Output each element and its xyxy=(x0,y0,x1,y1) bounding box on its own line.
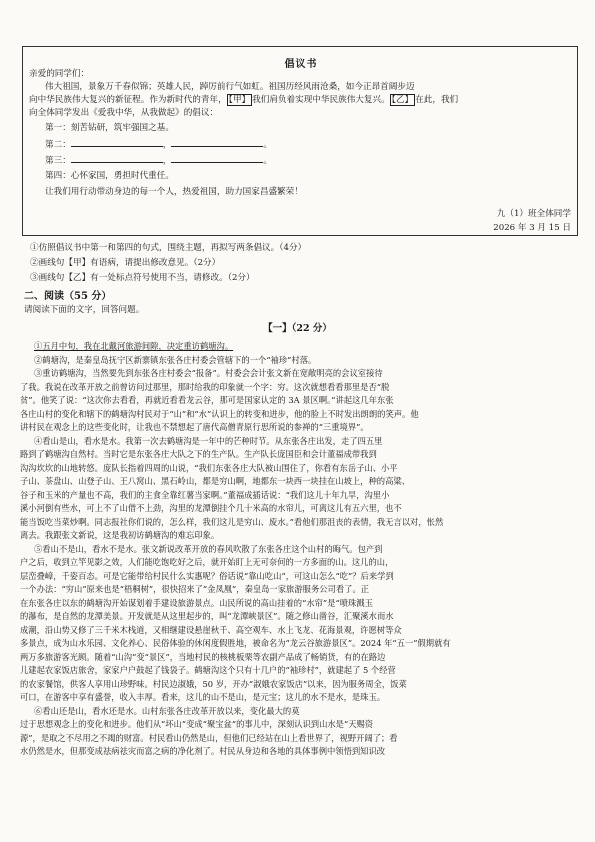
article-line: 过于思想观念上的变化和进步。他们从“坏山”变成“聚宝盆”的事儿中，深刻认识到山水是“天赐资 xyxy=(20,719,374,729)
article-line: 的农家餐馆，供客人享用山珍野味。村民边淑娥，50 岁，开办“淑娥农家饭店”以来，因为服务周全，饭菜 xyxy=(20,678,407,689)
article-line: ⑥看山还是山，看水还是水。山村东张各庄改革开放以来，变化最大的莫 xyxy=(34,705,300,716)
article-line: 溪小河倒有些水，可上不了山借不上劲，沟里的龙潭倒挂个几十米高的水帘儿，可离这儿有五六里，也不 xyxy=(20,503,402,513)
answer-blank[interactable] xyxy=(171,139,263,147)
article-line: 成潮，沿山势又修了三千米木栈道，又相继建设悬崖秋千、高空观车、水上飞龙、花海景观，许愿树等众 xyxy=(20,624,402,635)
proposal-closing: 让我们用行动带动身边的每一个人，热爱祖国，助力国家昌盛繁荣！ xyxy=(45,187,303,197)
section-heading: 二、阅读（55 分） xyxy=(24,291,112,302)
question-1: ①仿照倡议书中第一和第四的句式，围绕主题，再拟写两条倡议。（4分） xyxy=(30,243,307,253)
article-line: 层峦叠嶂，千姿百态。可是它能带给村民什么实惠呢？俗话说“靠山吃山”，可这山怎么“吃”？后来学到 xyxy=(20,570,394,581)
question-2: ②画线句【甲】有语病，请提出修改意见。（2分） xyxy=(30,258,221,268)
article-line: ③重访鹤塘沟，当然要先到东张各庄村委会“报备”。村委会会计张文新在宽敞明亮的会议室接待 xyxy=(34,368,383,378)
article-line: 谷子和玉米的产量也不高，我们的主食全靠红薯当家啊。”董福成插话说：“我们这儿十年九旱，沟里小 xyxy=(20,489,390,500)
reading-instruction: 请阅读下面的文字，回答问题。 xyxy=(24,305,145,315)
article-line: 儿建起农家饭店旅舍，家家户户鼓起了钱袋子。鹤塘沟这个只有十几户的“袖珍村”，就建起了 5 个经营 xyxy=(20,665,396,675)
article-line: 的瀑布，是自然的龙潭美景。开发就是从这里起步的，叫“龙潭峡景区”。随之修山凿谷，汇聚溪水而水 xyxy=(20,611,394,621)
article-line: 子山、茶盘山、山登子山、王八窝山、黑石岭山，都是穷山啊，地都东一块西一块挂在山坡上，种的高粱、 xyxy=(20,476,410,486)
proposal-body-line xyxy=(29,95,458,106)
proposal-item-2: 第二： ， 。 xyxy=(45,140,273,150)
article-line: 路到了鹤塘沟自然村。当时它是东张各庄大队之下的生产队。生产队长庞国臣和会计董福成带我到 xyxy=(20,449,377,459)
answer-blank[interactable] xyxy=(71,139,163,147)
article-line: ④看山是山，看水是水。我第一次去鹤塘沟是一年中的芒种时节。从东张各庄出发，走了四五里 xyxy=(34,435,383,446)
proposal-text: 我们肩负着实现中华民族伟大复兴。 xyxy=(252,95,390,105)
proposal-title: 倡议书 xyxy=(284,59,318,70)
article-line: 各庄山村的变化和辖下的鹤塘沟村民对于“山”和“水”认识上的转变和进步，他的脸上不时发出朗朗的笑声。他 xyxy=(20,408,419,419)
article-line: 一个办法：“穷山”原来也是“梧桐树”，很快招来了“金凤凰”，秦皇岛一家旅游服务公司看了。正 xyxy=(20,584,370,594)
article-line: ①五月中旬，我在北戴河旅游间隙，决定重访鹤塘沟。 xyxy=(34,341,234,351)
article-line: 在东张各庄以东的鹤塘沟开始谋划着手建设旅游景点。山民所说的高山挂着的“水帘”是“喷珠溅玉 xyxy=(20,597,373,608)
part-heading: 【一】（22 分） xyxy=(263,323,332,334)
article-line: 了我。我说在改革开放之前曾访问过那里，那时给我的印象就一个字：穷。这次就想看看那里是否“脱 xyxy=(20,381,390,392)
article-line: 水仍然是水，但那变成祛病祛灾而富之病的净化剂了。村民从身边和各地的具体事例中领悟到知识改 xyxy=(20,746,386,756)
proposal-greeting: 亲爱的同学们： xyxy=(29,69,90,79)
article-line: ②鹤塘沟，是秦皇岛抚宁区新寨镇东张各庄村委会管辖下的一个“袖珍”村落。 xyxy=(34,354,317,365)
article-line: 沟沟坎坎的山地转悠。庞队长指着四周的山说，“我们东张各庄大队被山围住了，你看有东岳子山、小平 xyxy=(20,462,398,473)
proposal-text: 在此，我们 xyxy=(415,95,459,105)
proposal-body-line: 伟大祖国，景象万千春似锦；英雄人民，踔厉前行气如虹。祖国历经风雨沧桑，如今正昂首阔步迈 xyxy=(45,82,415,92)
proposal-item-1: 第一：刻苦钻研，筑牢强国之基。 xyxy=(45,123,174,133)
proposal-item-3: 第三： ， 。 xyxy=(45,156,273,166)
answer-blank[interactable] xyxy=(71,155,163,163)
article-line: 多景点，成为山水乐园、文化养心、民俗体验的休闲度假胜地，被命名为“龙云谷旅游景区”。2024 年“五一”假期就有 xyxy=(20,638,451,648)
article-line: ⑤看山不是山，看水不是水。张文新说改革开放的春风吹散了东张各庄这个山村的晦气。包产到 xyxy=(34,543,383,554)
proposal-item-4: 第四：心怀家国，勇担时代重任。 xyxy=(45,171,174,181)
article-line: 离去。我跟张文新说，这是我初访鹤塘沟的难忘印象。 xyxy=(20,530,220,540)
article-line: 户之后，收到立竿见影之效，人们能吃饱吃好之后，就开始盯上无可奈何的一方多面的山。这儿的山， xyxy=(20,557,394,567)
article-line: 两万多旅游客光顾。随着“山沟”变“景区”，当地村民的核桃板栗等农副产品成了畅销货，有的在路边 xyxy=(20,651,386,662)
marker-label: 【甲】 xyxy=(228,95,251,105)
proposal-box xyxy=(22,46,578,236)
article-line: 能当饭吃当菜炒啊。同志报社你们说的，怎么样，我们这儿是穷山、废水。”看他们那沮丧的表情，我无言以对，怅然 xyxy=(20,516,444,527)
question-3: ③画线句【乙】有一处标点符号使用不当，请修改。（2分） xyxy=(30,273,255,283)
answer-blank[interactable] xyxy=(171,155,263,163)
article-line: 讲村民在观念上的这些变化时，让我也不禁想起了唐代高僧青原行思所说的参禅的“三重境界”。 xyxy=(20,422,369,432)
marker-label: 【乙】 xyxy=(391,95,414,105)
article-line: 源”，是取之不尽用之不竭的财富。村民看山仍然是山，但他们已经站在山上看世界了，视野开阔了；看 xyxy=(20,732,398,743)
article-line: 贫”。他笑了说：“这次你去看看，再就近看看龙云谷，那可是国家认定的 3A 景区啊。”讲起这几年东张 xyxy=(20,395,394,405)
proposal-body-line: 向全体同学发出《爱我中华，从我做起》的倡议： xyxy=(29,108,219,118)
proposal-date: 2026 年 3 月 15 日 xyxy=(493,223,571,233)
proposal-text: 向中华民族伟大复兴的新征程。作为新时代的青年， xyxy=(29,95,227,105)
proposal-signature: 九（1）班全体同学 xyxy=(496,209,571,219)
article-line: 可口，在游客中享有盛誉，收入丰厚。看来，这儿的山不是山，是元宝；这儿的水不是水，是珠玉。 xyxy=(20,692,386,702)
